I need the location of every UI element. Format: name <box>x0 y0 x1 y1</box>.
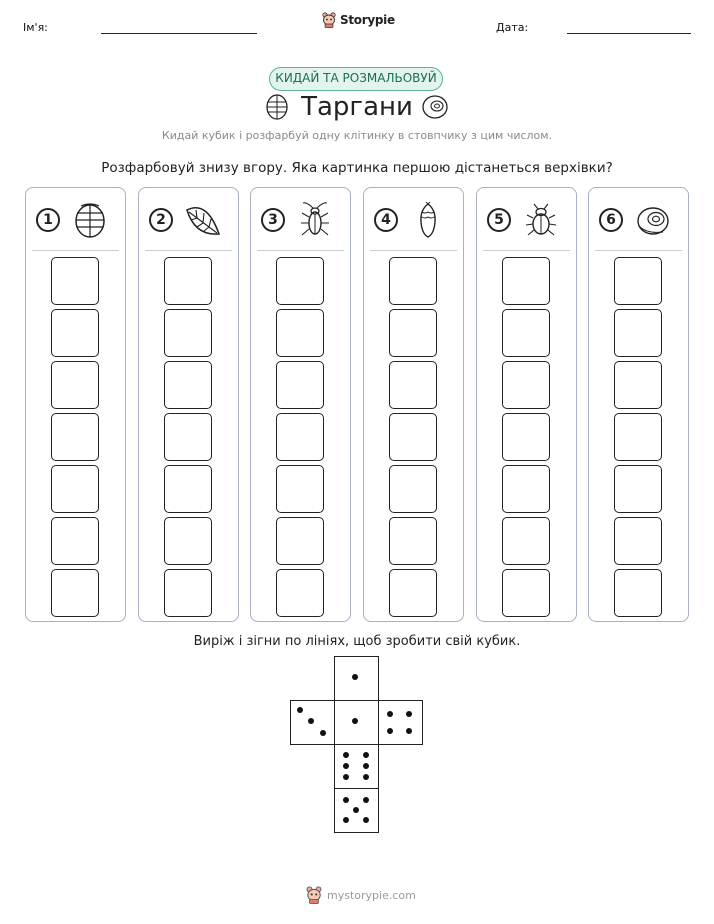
color-cell[interactable] <box>164 361 212 409</box>
color-cell[interactable] <box>614 257 662 305</box>
color-cell[interactable] <box>614 361 662 409</box>
color-cell[interactable] <box>51 361 99 409</box>
color-cell[interactable] <box>51 257 99 305</box>
color-cell[interactable] <box>164 257 212 305</box>
color-cell[interactable] <box>614 569 662 617</box>
date-label: Дата: <box>496 21 529 34</box>
column-number: 6 <box>599 208 623 232</box>
dice-face-6 <box>334 744 379 789</box>
color-cell[interactable] <box>51 569 99 617</box>
footer <box>306 886 416 904</box>
cut-instruction: Виріж і зігни по лініях, щоб зробити свій кубик. <box>193 634 521 649</box>
dice-face-3 <box>290 700 335 745</box>
larva-icon <box>408 200 448 240</box>
storypie-mascot-icon <box>322 12 336 28</box>
color-cell[interactable] <box>389 517 437 565</box>
dice-face-5 <box>334 788 379 833</box>
color-cell[interactable] <box>51 517 99 565</box>
color-cell[interactable] <box>389 465 437 513</box>
color-cell[interactable] <box>276 413 324 461</box>
column-6 <box>588 187 689 622</box>
color-cell[interactable] <box>276 361 324 409</box>
storypie-mascot-icon <box>306 886 322 904</box>
cockroach-icon <box>295 200 335 240</box>
column-number: 1 <box>36 208 60 232</box>
color-cell[interactable] <box>614 309 662 357</box>
subtitle: Кидай кубик і розфарбуй одну клітинку в стовпчику з цим числом. <box>161 129 553 142</box>
page-title: Таргани <box>301 92 413 122</box>
color-cell[interactable] <box>276 517 324 565</box>
color-cell[interactable] <box>164 517 212 565</box>
color-cell[interactable] <box>51 465 99 513</box>
color-cell[interactable] <box>502 361 550 409</box>
column-number: 4 <box>374 208 398 232</box>
game-type-badge: КИДАЙ ТА РОЗМАЛЬОВУЙ <box>269 67 443 91</box>
column-4 <box>363 187 464 622</box>
color-cell[interactable] <box>389 361 437 409</box>
color-cell[interactable] <box>502 569 550 617</box>
color-cell[interactable] <box>276 309 324 357</box>
color-cell[interactable] <box>164 465 212 513</box>
snail-shell-icon <box>421 93 449 121</box>
color-cell[interactable] <box>276 569 324 617</box>
color-cell[interactable] <box>614 413 662 461</box>
date-line[interactable] <box>567 33 691 34</box>
column-number: 3 <box>261 208 285 232</box>
cockroach-egg-case-icon <box>70 200 110 240</box>
beetle-icon <box>521 200 561 240</box>
color-cell[interactable] <box>502 517 550 565</box>
color-cell[interactable] <box>502 413 550 461</box>
color-cell[interactable] <box>389 309 437 357</box>
leaf-icon <box>183 200 223 240</box>
footer-url[interactable]: mystorypie.com <box>327 888 416 902</box>
color-cell[interactable] <box>164 413 212 461</box>
color-cell[interactable] <box>502 257 550 305</box>
column-1 <box>25 187 126 622</box>
storypie-logo <box>322 12 395 28</box>
color-cell[interactable] <box>614 465 662 513</box>
instruction: Розфарбовуй знизу вгору. Яка картинка першою дістанеться верхівки? <box>101 160 613 176</box>
dice-face-1 <box>334 656 379 701</box>
color-cell[interactable] <box>389 257 437 305</box>
name-line[interactable] <box>101 33 257 34</box>
color-cell[interactable] <box>502 465 550 513</box>
color-cell[interactable] <box>614 517 662 565</box>
snail-shell-icon <box>633 200 673 240</box>
column-3 <box>250 187 351 622</box>
color-cell[interactable] <box>502 309 550 357</box>
column-2 <box>138 187 239 622</box>
color-cell[interactable] <box>276 465 324 513</box>
color-cell[interactable] <box>389 569 437 617</box>
dice-face-1 <box>334 700 379 745</box>
color-cell[interactable] <box>51 309 99 357</box>
column-number: 5 <box>487 208 511 232</box>
color-cell[interactable] <box>389 413 437 461</box>
logo-text: Storypie <box>340 13 395 27</box>
color-cell[interactable] <box>164 309 212 357</box>
column-5 <box>476 187 577 622</box>
column-number: 2 <box>149 208 173 232</box>
name-label: Ім'я: <box>23 21 48 34</box>
color-cell[interactable] <box>276 257 324 305</box>
dice-face-4 <box>378 700 423 745</box>
color-cell[interactable] <box>164 569 212 617</box>
color-cell[interactable] <box>51 413 99 461</box>
